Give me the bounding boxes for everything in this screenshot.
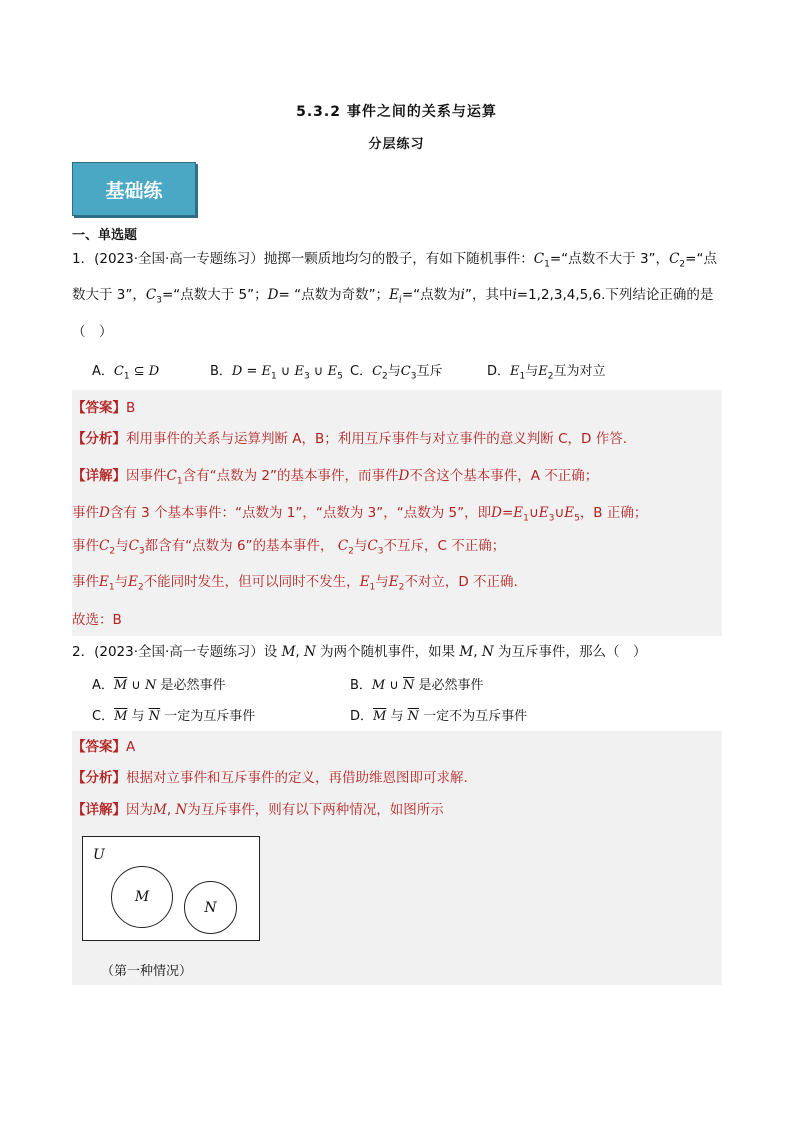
q2-detail-1: 【详解】因为M, N为互斥事件，则有以下两种情况，如图所示 [72, 802, 444, 818]
q2-option-d: D．$\overline{M}$ 与 $\overline{N}$ 一定不为互斥事件 [350, 709, 528, 724]
q1-line2: 数大于 3”，$C_3=“$点数大于 5”；D= “点数为奇数”；$E_i=“$点数为i”，其中i=1,2,3,4,5,6.下列结论正确的是 [72, 287, 714, 306]
q1-option-a: A．$C_1$ ⊆ D [92, 364, 160, 382]
q1-detail-3: 事件$C_2$与$C_3$都含有“点数为 6”的基本事件， $C_2$与$C_3$不互斥，C 不正确； [72, 538, 506, 557]
q1-option-d: D．$E_1$与$E_2$互为对立 [487, 364, 606, 382]
q1-analysis: 【分析】利用事件的关系与运算判断 A，B；利用互斥事件与对立事件的意义判断 C，D 作答. [72, 431, 627, 447]
q1-answer: 【答案】B [72, 400, 136, 416]
q2-option-b: B．M ∪ $\overline{N}$ 是必然事件 [350, 678, 484, 693]
level-badge: 基础练 [72, 162, 196, 216]
venn-caption: （第一种情况） [101, 964, 193, 979]
q1-detail-1: 【详解】因事件$C_1$含有“点数为 2”的基本事件，而事件D不含这个基本事件，A 不正确； [72, 468, 599, 487]
q2-option-c: C．$\overline{M}$ 与 $\overline{N}$ 一定为互斥事件 [92, 709, 256, 724]
q1-line3: （ ） [72, 324, 113, 340]
q1-option-c: C．$C_2$与$C_3$互斥 [350, 364, 443, 382]
q2-line1: 2．(2023·全国·高一专题练习）设 M, N 为两个随机事件，如果 M, N 为互斥事件，那么（ ） [72, 644, 647, 660]
q2-analysis: 【分析】根据对立事件和互斥事件的定义，再借助维恩图即可求解. [72, 770, 468, 786]
q1-detail-4: 事件$E_1$与$E_2$不能同时发生，但可以同时不发生，$E_1$与$E_2$不对立，D 不正确. [72, 574, 518, 593]
q1-option-b: B．$D = E_1$ ∪ $E_3$ ∪ $E_5$ [210, 364, 343, 382]
q1-detail-2: 事件D含有 3 个基本事件：“点数为 1”，“点数为 3”，“点数为 5”，即$D=E_1\cup E_3\cup E_5$，B 正确； [72, 505, 648, 524]
venn-diagram [82, 836, 260, 941]
page-subtitle: 分层练习 [368, 137, 425, 152]
venn-circle-m: M [111, 866, 173, 928]
section-heading: 一、单选题 [72, 228, 138, 243]
q1-line1: 1．(2023·全国·高一专题练习）抛掷一颗质地均匀的骰子，有如下随机事件：$C_1=“$点数不大于 3”，$C_2=“$点 [72, 251, 717, 270]
venn-circle-n: N [184, 881, 237, 934]
q1-conclusion: 故选：B [72, 612, 122, 628]
q2-answer: 【答案】A [72, 739, 136, 755]
page-title: 5.3.2 事件之间的关系与运算 [296, 104, 497, 120]
q2-option-a: A．$\overline{M}$ ∪ N 是必然事件 [92, 678, 226, 693]
venn-universe-label: U [93, 847, 105, 863]
